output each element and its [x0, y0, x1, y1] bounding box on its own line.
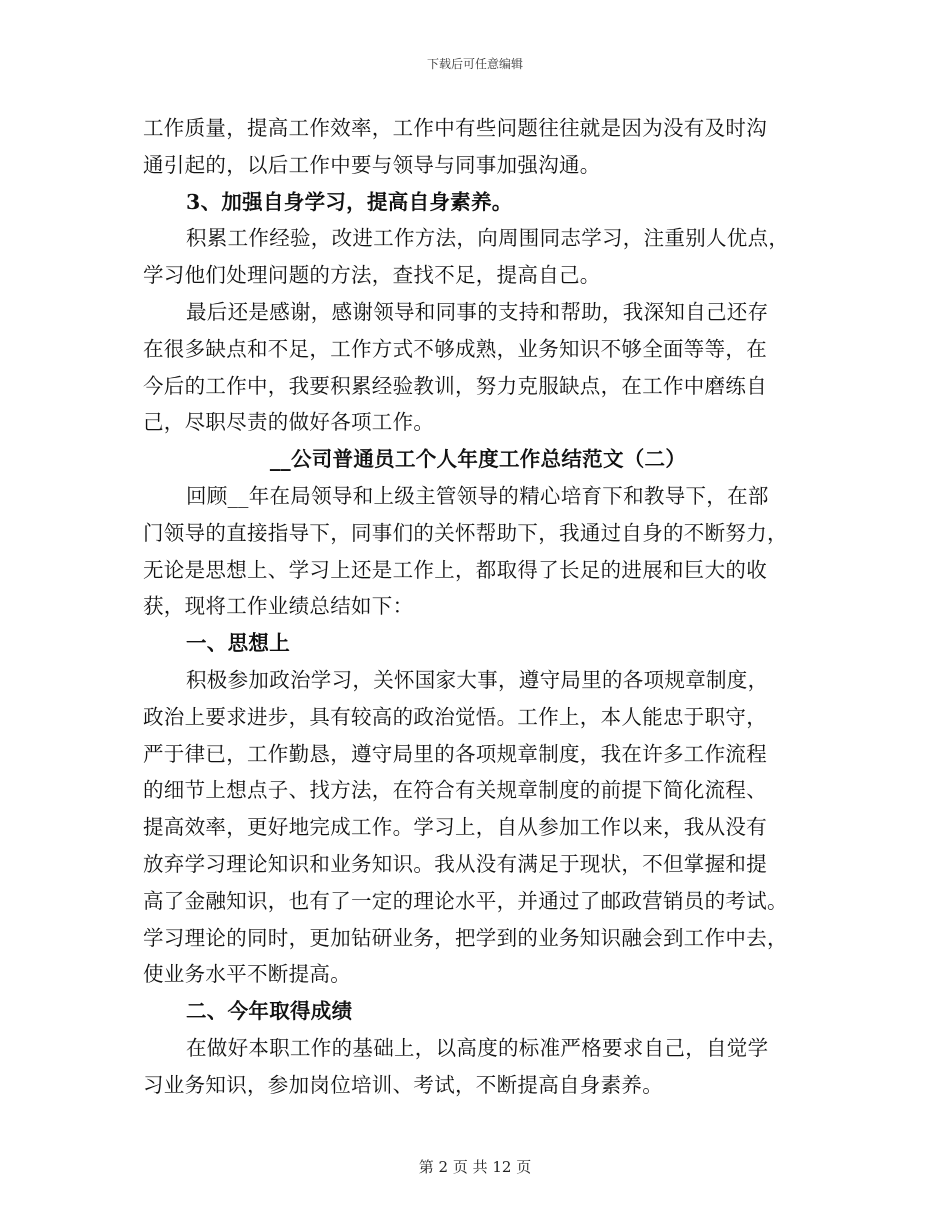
body-line: 门领导的直接指导下，同事们的关怀帮助下，我通过自身的不断努力，: [143, 520, 788, 545]
body-line: 今后的工作中，我要积累经验教训，努力克服缺点，在工作中磨练自: [143, 373, 767, 398]
section-heading: 二、今年取得成绩: [186, 999, 353, 1024]
body-line: 在很多缺点和不足，工作方式不够成熟，业务知识不够全面等等，在: [143, 336, 767, 361]
body-line: 积累工作经验，改进工作方法，向周围同志学习，注重别人优点，: [186, 226, 790, 251]
body-line: 放弃学习理论知识和业务知识。我从没有满足于现状，不但掌握和提: [143, 851, 767, 876]
document-body: [143, 110, 813, 1104]
body-line: 工作质量，提高工作效率，工作中有些问题往往就是因为没有及时沟: [143, 116, 767, 140]
body-line: 获，现将工作业绩总结如下：: [143, 594, 414, 619]
body-line: 在做好本职工作的基础上，以高度的标准严格要求自己，自觉学: [186, 1035, 769, 1060]
section-heading: 3、加强自身学习，提高自身素养。: [186, 189, 513, 214]
article-title: __公司普通员工个人年度工作总结范文（二）: [269, 447, 687, 472]
body-line: 回顾__年在局领导和上级主管领导的精心培育下和教导下，在部: [186, 483, 769, 508]
body-line: 习业务知识，参加岗位培训、考试，不断提高自身素养。: [143, 1072, 663, 1097]
body-line: 提高效率，更好地完成工作。学习上，自从参加工作以来，我从没有: [143, 815, 767, 840]
body-line: 学习他们处理问题的方法，查找不足，提高自己。: [143, 263, 601, 288]
body-line: 高了金融知识，也有了一定的理论水平，并通过了邮政营销员的考试。: [143, 888, 788, 913]
body-line: 通引起的，以后工作中要与领导与同事加强沟通。: [143, 152, 601, 177]
body-line: 的细节上想点子、找方法，在符合有关规章制度的前提下简化流程、: [143, 778, 767, 803]
body-line: 政治上要求进步，具有较高的政治觉悟。工作上，本人能忠于职守，: [143, 704, 767, 729]
body-line: 使业务水平不断提高。: [143, 962, 351, 987]
body-line: 学习理论的同时，更加钻研业务，把学到的业务知识融会到工作中去，: [143, 925, 788, 950]
body-line: 最后还是感谢，感谢领导和同事的支持和帮助，我深知自己还存: [186, 299, 769, 324]
body-line: 积极参加政治学习，关怀国家大事，遵守局里的各项规章制度，: [186, 667, 769, 692]
body-line: 己，尽职尽责的做好各项工作。: [143, 410, 435, 435]
body-line: 无论是思想上、学习上还是工作上，都取得了长足的进展和巨大的收: [143, 557, 767, 582]
body-line: 严于律已，工作勤恳，遵守局里的各项规章制度，我在许多工作流程: [143, 741, 767, 766]
page-number: 第 2 页 共 12 页: [418, 1158, 532, 1176]
header-note: 下载后可任意编辑: [426, 57, 523, 71]
section-heading: 一、思想上: [186, 631, 290, 656]
